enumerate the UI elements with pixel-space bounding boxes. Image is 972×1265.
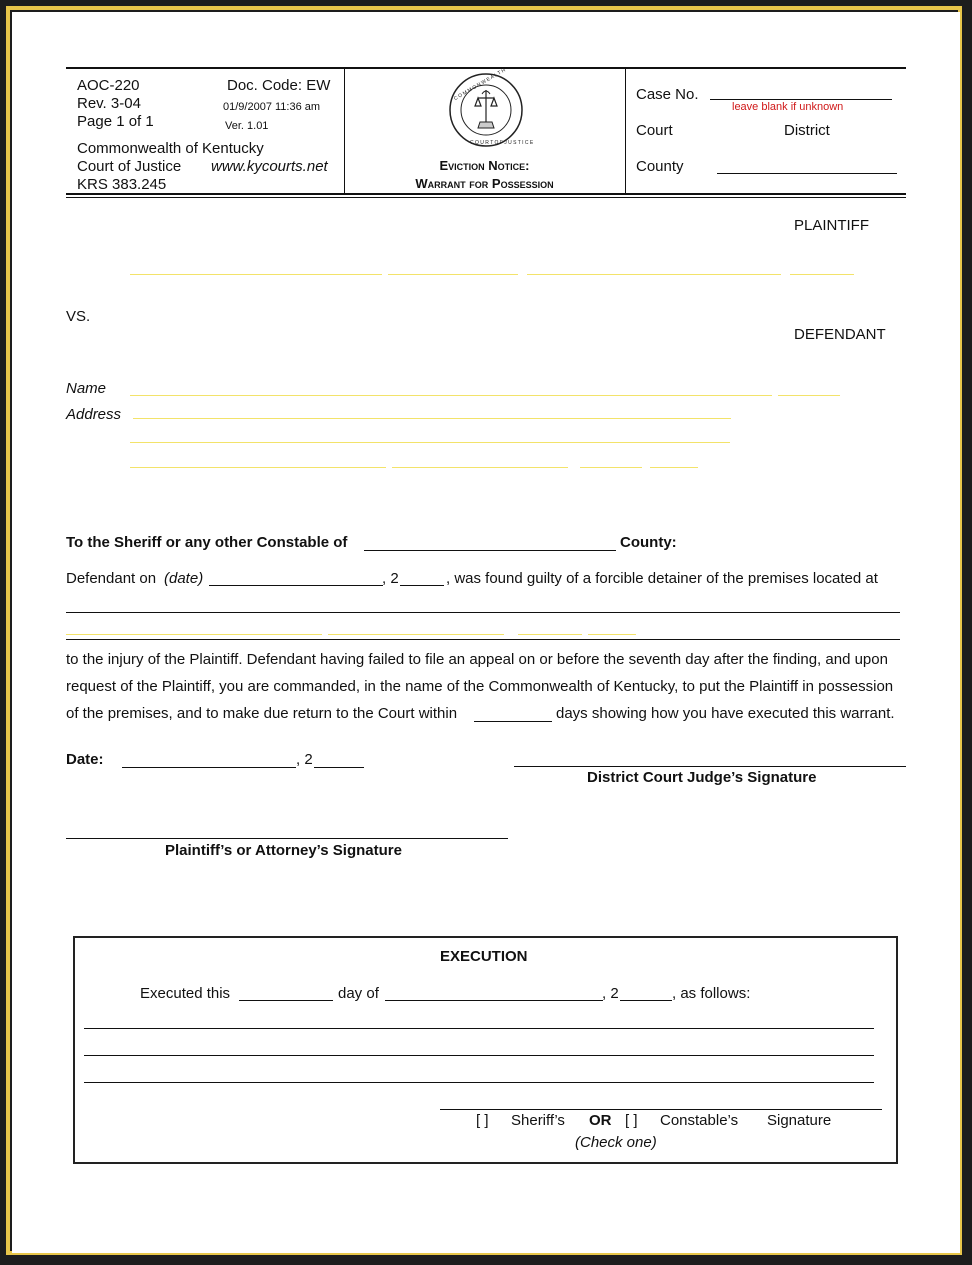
- plaintiff-field-2[interactable]: [388, 274, 518, 275]
- date-label: Date:: [66, 751, 104, 768]
- court-value: District: [784, 122, 830, 139]
- premises-zip4-field[interactable]: [588, 634, 636, 635]
- executed-month-field[interactable]: [385, 1000, 603, 1001]
- address-state-field[interactable]: [392, 467, 568, 468]
- defendant-name-field-2[interactable]: [778, 395, 840, 396]
- sheriff-label: Sheriff’s: [511, 1112, 565, 1129]
- header-top-rule: [66, 67, 906, 69]
- address-zip-field[interactable]: [580, 467, 642, 468]
- statute: KRS 383.245: [77, 176, 167, 193]
- sheriff-suffix: County:: [620, 534, 677, 551]
- executed-day-field[interactable]: [239, 1000, 333, 1001]
- defendant-name-field[interactable]: [130, 395, 772, 396]
- signed-year-field[interactable]: [314, 767, 364, 768]
- executed-year-prefix: , 2: [602, 985, 619, 1002]
- executed-year-field[interactable]: [620, 1000, 672, 1001]
- form-title-line1: Eviction Notice:: [439, 158, 530, 173]
- kentucky-seal-icon: [448, 67, 534, 148]
- defendant-label: DEFENDANT: [794, 326, 886, 343]
- plaintiff-label: PLAINTIFF: [794, 217, 870, 234]
- plaintiff-field-3[interactable]: [527, 274, 781, 275]
- paragraph-line-2: request of the Plaintiff, you are commanded, in the name of the Commonwealth of Kentucky, to put the Plaintiff in possession: [66, 678, 894, 695]
- return-days-field[interactable]: [474, 721, 552, 722]
- plaintiff-field-1[interactable]: [130, 274, 382, 275]
- premises-state-field[interactable]: [328, 634, 504, 635]
- doc-code: Doc. Code: EW: [227, 77, 331, 94]
- judgment-date-field[interactable]: [209, 585, 383, 586]
- form-number: AOC-220: [77, 77, 140, 94]
- executed-this-label: Executed this: [140, 985, 231, 1002]
- execution-box: [73, 936, 898, 1164]
- header-bottom-rule: [66, 193, 906, 195]
- judge-signature-label: District Court Judge’s Signature: [587, 769, 817, 786]
- officer-signature-field[interactable]: [440, 1109, 882, 1110]
- case-no-hint: leave blank if unknown: [732, 101, 844, 113]
- county-label: County: [636, 158, 684, 175]
- check-one-label: (Check one): [575, 1134, 657, 1151]
- execution-title: EXECUTION: [440, 948, 528, 965]
- constable-label: Constable’s: [660, 1112, 739, 1129]
- execution-line-3[interactable]: [84, 1082, 874, 1083]
- website-link[interactable]: www.kycourts.net: [211, 158, 328, 175]
- sheriff-county-field[interactable]: [364, 550, 616, 551]
- svg-text:C O M M O N W E A L T H: C O M M O N W E A L T H: [452, 67, 507, 102]
- constable-checkbox[interactable]: [ ]: [625, 1112, 638, 1129]
- address-field-1[interactable]: [133, 418, 731, 419]
- judgment-year-field[interactable]: [400, 585, 444, 586]
- paragraph-line-1: to the injury of the Plaintiff. Defendant having failed to file an appeal on or before the seventh day after the finding, and upon: [66, 651, 888, 668]
- sheriff-prefix: To the Sheriff or any other Constable of: [66, 534, 348, 551]
- or-label: OR: [589, 1112, 612, 1129]
- as-follows-label: , as follows:: [672, 985, 751, 1002]
- found-guilty-text: , was found guilty of a forcible detainer of the premises located at: [446, 570, 878, 587]
- premises-line-1[interactable]: [66, 612, 900, 613]
- version: Ver. 1.01: [225, 120, 269, 132]
- signed-year-prefix: , 2: [296, 751, 313, 768]
- plaintiff-field-4[interactable]: [790, 274, 854, 275]
- signature-label: Signature: [767, 1112, 832, 1129]
- date-time: 01/9/2007 11:36 am: [223, 101, 321, 113]
- execution-line-1[interactable]: [84, 1028, 874, 1029]
- svg-text:C O U R T O F J U S T I C E: C O U R T O F J U S T I C E: [470, 140, 534, 146]
- address-label: Address: [66, 406, 122, 423]
- premises-zip-field[interactable]: [518, 634, 582, 635]
- address-city-field[interactable]: [130, 467, 386, 468]
- case-no-field[interactable]: [710, 99, 892, 100]
- paragraph-line-3b: days showing how you have executed this warrant.: [556, 705, 895, 722]
- judgment-year-prefix: , 2: [382, 570, 399, 587]
- execution-line-2[interactable]: [84, 1055, 874, 1056]
- date-italic-label: (date): [164, 570, 204, 587]
- commonwealth-label: Commonwealth of Kentucky: [77, 140, 264, 157]
- county-field[interactable]: [717, 173, 897, 174]
- plaintiff-signature-field[interactable]: [66, 838, 508, 839]
- vs-label: VS.: [66, 308, 91, 325]
- form-page: [12, 12, 960, 1253]
- premises-line-2[interactable]: [66, 639, 900, 640]
- header-divider-right: [625, 68, 626, 194]
- court-of-justice-label: Court of Justice: [77, 158, 182, 175]
- address-field-2[interactable]: [130, 442, 730, 443]
- judge-signature-field[interactable]: [514, 766, 906, 767]
- header-bottom-rule-2: [66, 197, 906, 198]
- sheriff-checkbox[interactable]: [ ]: [476, 1112, 489, 1129]
- day-of-label: day of: [338, 985, 379, 1002]
- revision: Rev. 3-04: [77, 95, 141, 112]
- form-title-line2: Warrant for Possession: [415, 176, 554, 191]
- signed-date-field[interactable]: [122, 767, 296, 768]
- page-number: Page 1 of 1: [77, 113, 154, 130]
- premises-city-field[interactable]: [66, 634, 322, 635]
- court-label: Court: [636, 122, 673, 139]
- case-no-label: Case No.: [636, 86, 699, 103]
- name-label: Name: [66, 380, 107, 397]
- paragraph-line-3a: of the premises, and to make due return to the Court within: [66, 705, 458, 722]
- defendant-on-label: Defendant on: [66, 570, 157, 587]
- plaintiff-signature-label: Plaintiff’s or Attorney’s Signature: [165, 842, 402, 859]
- address-zip4-field[interactable]: [650, 467, 698, 468]
